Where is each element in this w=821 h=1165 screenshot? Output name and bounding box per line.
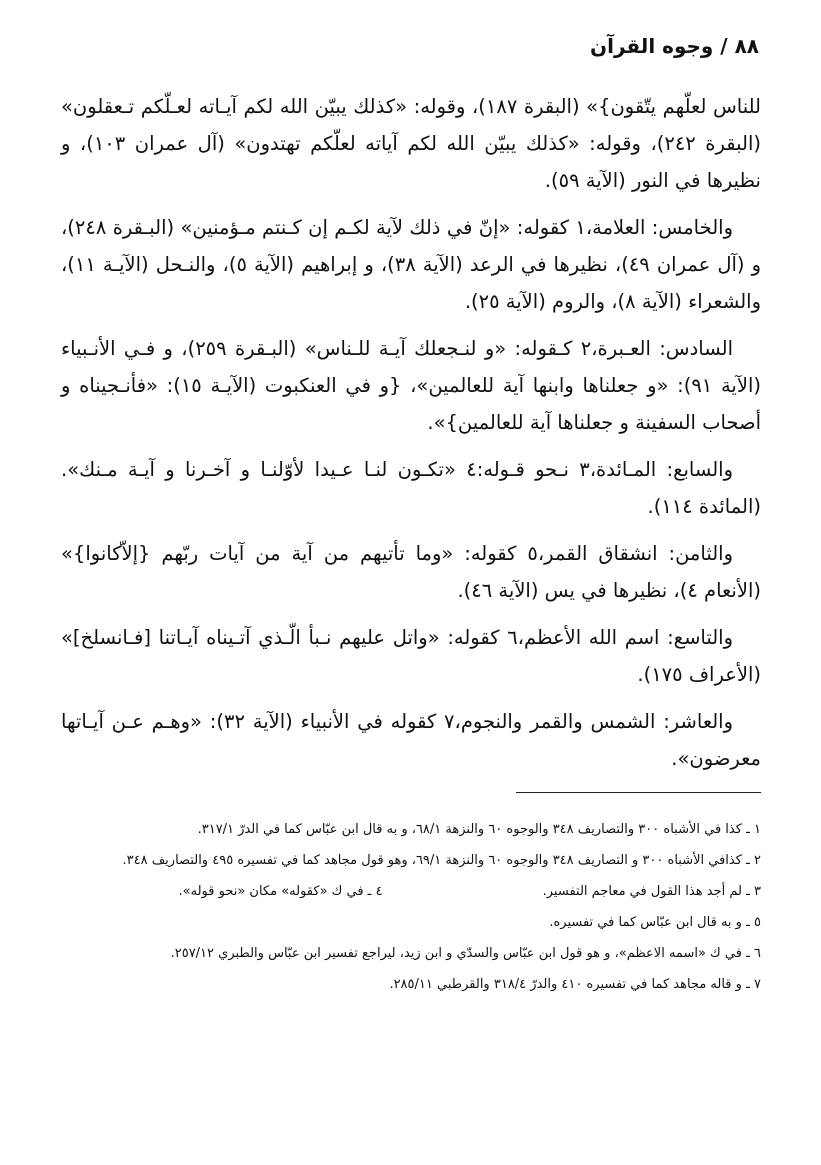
header-separator: / — [720, 34, 728, 58]
footnote-5: ٥ ـ و به قال ابن عبّاس كما في تفسيره. — [549, 915, 761, 930]
footnote-row-3-4 — [41, 876, 761, 907]
footnote-3: ٣ ـ لم أجد هذا القول في معاجم التفسير. — [542, 884, 761, 899]
footnote-2: ٢ ـ كذافي الأشباه ٣٠٠ و التصاريف ٣٤٨ والوجوه ٦٠ والنزهة ٦٩/١، وهو قول مجاهد كما في تفسيره ٤٩٥ والتصاريف ٣٤٨. — [122, 853, 761, 868]
paragraph-fifth-meaning: والخامس: العلامة،١ كقوله: «إنّ في ذلك لآية لكـم إن كـنتم مـؤمنين» (البـقرة ٢٤٨)، و (آل عمران ٤٩)، نظيرها في الرعد (الآية ٣٨)، و إبراهيم (الآية ٥)، والنـحل (الآيـة ١١)، والشعراء (الآية ٨)، والروم (الآية ٢٥). — [61, 216, 762, 313]
paragraph-sixth-meaning: السادس: العـبرة،٢ كـقوله: «و لنـجعلك آيـة للـناس» (البـقرة ٢٥٩)، و فـي الأنـبياء (الآية ٩١): «و جعلناها وابنها آية للعالمين»، {و في العنكبوت (الآيـة ١٥): «فأنـجيناه و أصحاب السفينة و جعلناها آية للعالمين}». — [61, 337, 761, 434]
paragraph-seventh-meaning: والسابع: المـائدة،٣ نـحو قـوله:٤ «تكـون لنـا عـيدا لأوّلنـا و آخـرنا و آيـة مـنك». (المائدة ١١٤). — [61, 458, 761, 518]
footnote-4: ٤ ـ في ك «كقوله» مكان «نحو قوله». — [178, 884, 383, 899]
footnote-divider — [516, 792, 761, 793]
page-number: ٨٨ — [734, 34, 759, 58]
footnote-7: ٧ ـ و قاله مجاهد كما في تفسيره ٤١٠ والدرّ ٣١٨/٤ والقرطبي ٢٨٥/١١. — [389, 977, 761, 992]
book-title: وجوه القرآن — [590, 34, 714, 58]
paragraph-ninth-meaning: والتاسع: اسم الله الأعظم،٦ كقوله: «واتل عليهم نـبأ الّـذي آتـيناه آيـاتنا [فـانسلخ]» (الأعراف ١٧٥). — [61, 626, 761, 686]
footnote-6: ٦ ـ في ك «اسمه الاعظم»، و هو قول ابن عبّاس والسدّي و ابن زيد، ليراجع تفسير ابن عبّاس والطبري ٢٥٧/١٢. — [170, 946, 761, 961]
footnotes — [41, 814, 761, 1000]
paragraph-tenth-meaning: والعاشر: الشمس والقمر والنجوم،٧ كقوله في الأنبياء (الآية ٣٢): «وهـم عـن آيـاتها معرضون». — [61, 710, 761, 770]
footnote-1: ١ ـ كذا في الأشباه ٣٠٠ والتصاريف ٣٤٨ والوجوه ٦٠ والنزهة ٦٨/١، و به قال ابن عبّاس كما في الدرّ ٣١٧/١. — [197, 822, 761, 837]
paragraph-continuation: للناس لعلّهم يتّقون}» (البقرة ١٨٧)، وقوله: «كذلك يبيّن الله لكم آيـاته لعـلّكم تـعقلون» (البقرة ٢٤٢)، وقوله: «كذلك يبيّن الله لكم آياته لعلّكم تهتدون» (آل عمران ١٠٣)، و نظيرها في النور (الآية ٥٩). — [61, 95, 761, 192]
paragraph-eighth-meaning: والثامن: انشقاق القمر،٥ كقوله: «وما تأتيهم من آية من آيات ربّهم {إلاّكانوا}» (الأنعام ٤)، نظيرها في يس (الآية ٤٦). — [61, 542, 761, 602]
running-header — [590, 34, 759, 58]
main-text — [61, 88, 761, 787]
